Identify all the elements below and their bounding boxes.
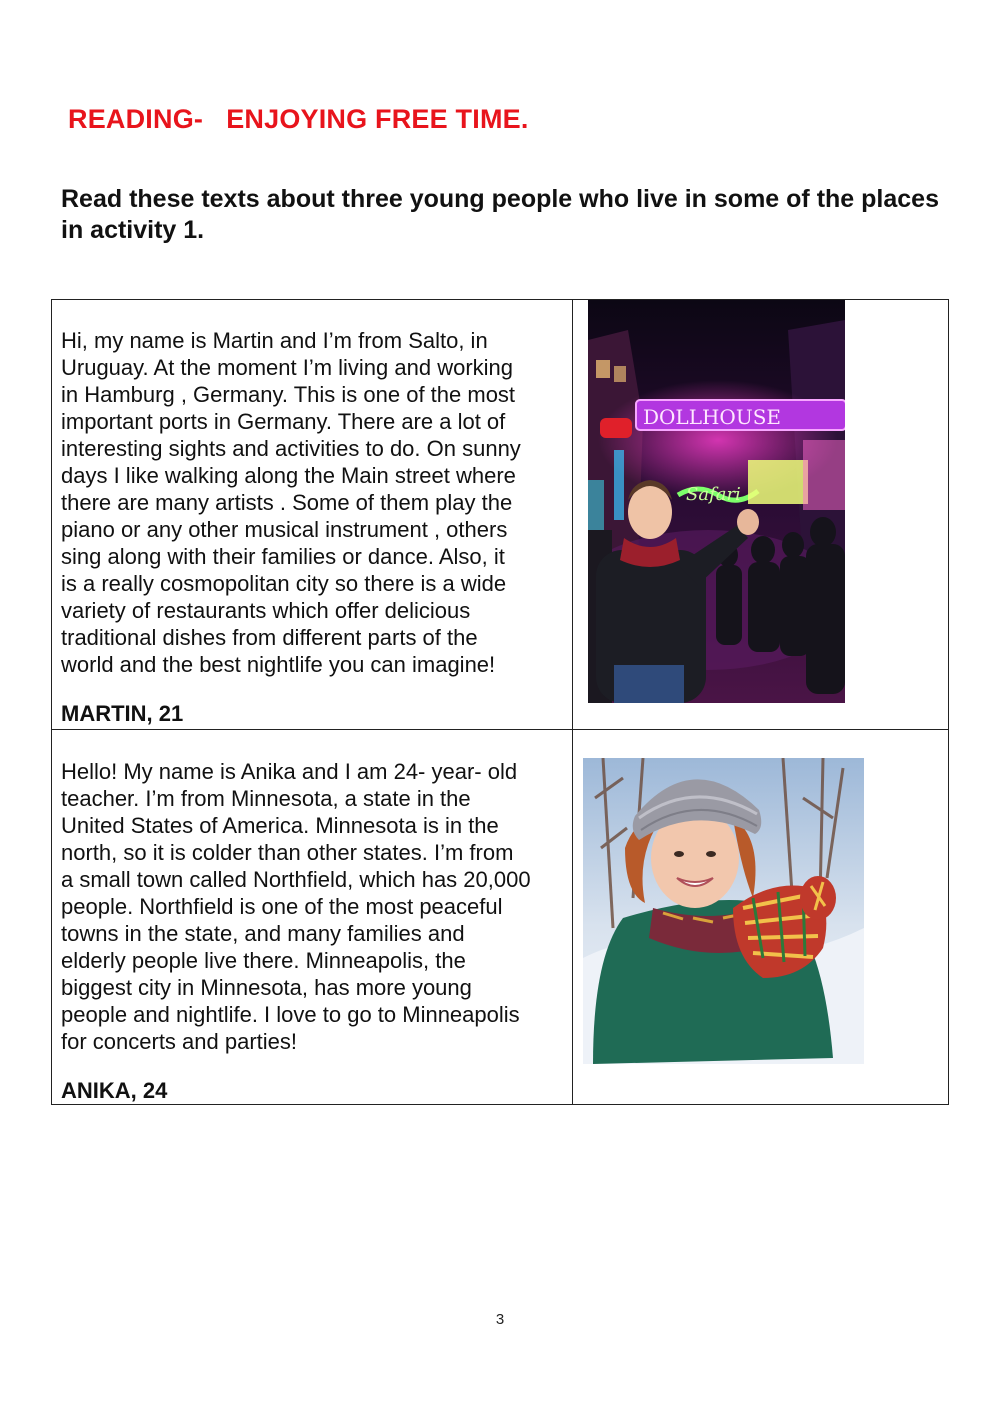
page-number: 3 bbox=[495, 1311, 505, 1328]
photo-cell-martin bbox=[573, 300, 949, 730]
text-cell-martin bbox=[52, 300, 573, 730]
instructions: Read these texts about three young people who live in some of the places in activity 1. bbox=[61, 185, 939, 244]
photo-cell-anika bbox=[573, 730, 949, 1105]
anika-photo bbox=[583, 758, 864, 1064]
neon-text: Safari bbox=[686, 484, 741, 505]
anika-text: Hello! My name is Anika and I am 24- year- old teacher. I’m from Minnesota, a state in the United States of America. Minnesota is in the north, so it is colder than other states. I’m from a small town called Northfield, which has 20,000 people. Northfield is one of the most peaceful towns in the state, and many families and elderly people live there. Minneapolis, the biggest city in Minnesota, has more young people and nightlife. I love to go to Minneapolis for concerts and parties! bbox=[61, 759, 531, 1054]
text-cell-anika bbox=[52, 730, 573, 1105]
martin-text: Hi, my name is Martin and I’m from Salto, in Uruguay. At the moment I’m living and working in Hamburg , Germany. This is one of the most important ports in Germany. There are a lot of interesting sights and activities to do. On sunny days I like walking along the Main street where there are many artists . Some of them play the piano or any other musical instrument , others sing along with their families or dance. Also, it is a really cosmopolitan city so there is a wide variety of restaurants which offer delicious traditional dishes from different parts of the world and the best nightlife you can imagine! bbox=[61, 328, 521, 677]
sign-text: DOLLHOUSE bbox=[643, 405, 781, 429]
page-title: READING- ENJOYING FREE TIME. bbox=[68, 104, 529, 134]
anika-signature: ANIKA, 24 bbox=[61, 1078, 168, 1103]
table-row bbox=[52, 300, 949, 730]
reading-table bbox=[51, 299, 949, 1105]
table-row bbox=[52, 730, 949, 1105]
martin-signature: MARTIN, 21 bbox=[61, 701, 184, 726]
martin-photo bbox=[588, 300, 845, 703]
